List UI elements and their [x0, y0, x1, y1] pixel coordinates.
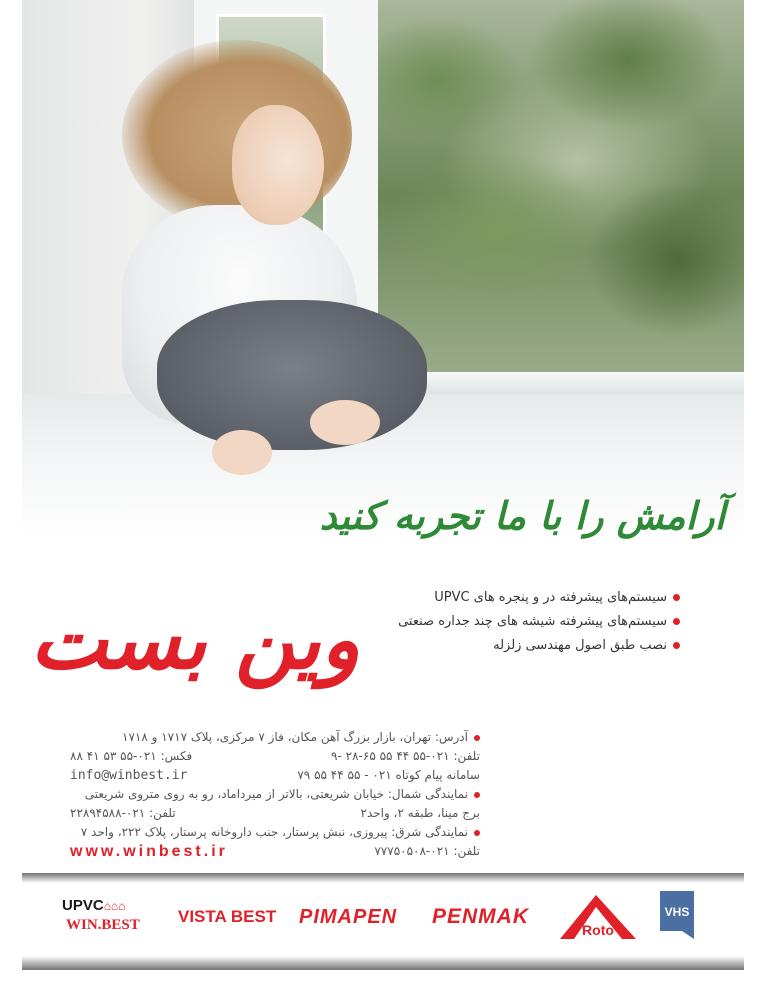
strip-shadow-bottom — [22, 956, 744, 970]
website-link[interactable]: www.winbest.ir — [70, 843, 228, 860]
north-address2: برج مینا، طبقه ۲، واحد۲ — [360, 806, 480, 820]
bullet-icon — [474, 735, 480, 741]
bullet-icon — [673, 618, 680, 625]
child-hand — [310, 400, 380, 445]
vhs-logo — [658, 889, 696, 941]
partner-logos — [22, 883, 744, 956]
address-line: آدرس: تهران، بازار بزرگ آهن مکان، فاز ۷ مرکزی، پلاک ۱۷۱۷ و ۱۷۱۸ — [70, 728, 480, 747]
phone-fax-line — [70, 747, 480, 766]
phone-number: ۰۲۱-۵۵ ۴۴ ۵۵ ۶۵-۲۸ -۹ — [331, 749, 450, 763]
contact-info — [70, 728, 480, 861]
hero-photo — [22, 0, 744, 540]
child-foot — [212, 430, 272, 475]
feature-list — [380, 586, 680, 658]
feature-item: سیستم‌های پیشرفته شیشه های چند جداره صنعتی — [380, 610, 680, 634]
sms-label: سامانه پیام کوتاه — [395, 768, 480, 782]
pimapen-logo: PIMAPEN — [299, 906, 398, 928]
vista-best-logo: VISTA BEST — [178, 907, 277, 926]
feature-item: سیستم‌های پیشرفته در و پنجره های UPVC — [380, 586, 680, 610]
child-legs — [157, 300, 427, 450]
email-sms-line — [70, 766, 480, 785]
bullet-icon — [673, 642, 680, 649]
fax-label: فکس: — [160, 749, 193, 763]
north-phone: تلفن: ۰۲۱-۲۲۸۹۴۵۸۸ — [70, 806, 176, 820]
roto-text: Roto — [582, 922, 614, 938]
phone-label: تلفن: — [453, 749, 480, 763]
strip-shadow-top — [22, 873, 744, 883]
penmak-logo: PENMAK — [432, 905, 530, 928]
window-sill-frame — [378, 372, 744, 394]
email-link[interactable]: info@winbest.ir — [70, 768, 188, 783]
roto-logo — [556, 889, 640, 945]
slogan: آرامش را با ما تجربه کنید — [319, 493, 725, 538]
website-phone-line — [70, 842, 480, 861]
feature-item: نصب طبق اصول مهندسی زلزله — [380, 634, 680, 658]
brand-logo-text: وین بست — [30, 592, 360, 688]
bullet-icon — [474, 830, 480, 836]
window-glass — [378, 0, 744, 390]
vhs-text: VHS — [664, 905, 690, 919]
north-rep-details — [70, 804, 480, 823]
upvc-logo: UPVC⌂⌂⌂ — [62, 897, 126, 914]
sms-number: ۰۲۱ - ۵۵ ۴۴ ۵۵ ۷۹ — [297, 768, 392, 782]
east-phone: تلفن: ۰۲۱-۷۷۷۵۰۵۰۸ — [374, 844, 480, 858]
bullet-icon — [474, 792, 480, 798]
child-face — [232, 105, 324, 225]
north-rep-line: نمایندگی شمال: خیابان شریعتی، بالاتر از میرداماد، رو به روی متروی شریعتی — [70, 785, 480, 804]
winbest-logo: WIN.BEST — [66, 917, 140, 933]
bullet-icon — [673, 594, 680, 601]
east-rep-line: نمایندگی شرق: پیروزی، نبش پرستار، جنب داروخانه پرستار، پلاک ۲۲۲، واحد ۷ — [70, 823, 480, 842]
fax-number: ۰۲۱-۵۵ ۵۳ ۴۱ ۸۸ — [70, 749, 157, 763]
roof-icon: ⌂⌂⌂ — [103, 899, 126, 913]
